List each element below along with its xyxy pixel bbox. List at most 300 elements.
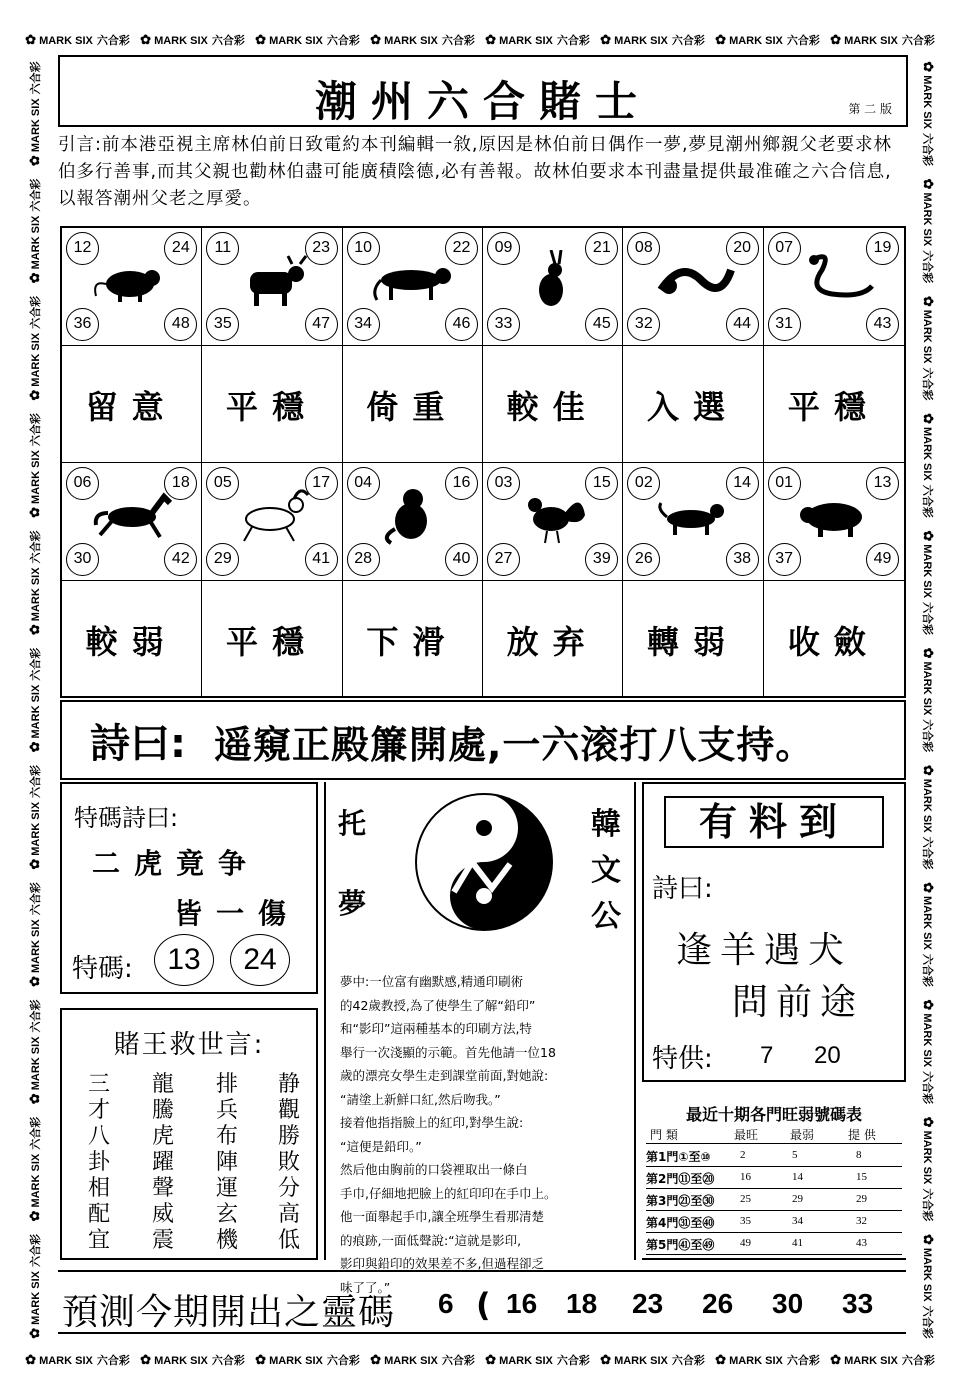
special-code-label: 特碼: <box>72 954 133 984</box>
tiger-icon <box>371 250 455 310</box>
story-line: 的痕跡,一面低聲說:“這就是影印, <box>340 1232 522 1248</box>
story-line: 手巾,仔細地把臉上的紅印印在手巾上。 <box>340 1185 557 1201</box>
gambling-king-box <box>60 1008 318 1260</box>
zodiac-number: 37 <box>768 543 801 576</box>
stats-table-row <box>646 1212 902 1232</box>
brand-cn: 六合彩 <box>921 1305 933 1339</box>
zodiac-number: 40 <box>445 543 478 576</box>
zodiac-number: 41 <box>305 543 338 576</box>
gambling-king-title: 賭王救世言: <box>113 1030 265 1060</box>
table-rule <box>646 1210 902 1211</box>
stats-row-label: 第1門①至⑩ <box>646 1150 711 1164</box>
story-line: 和“影印”這兩種基本的印刷方法,特 <box>340 1021 532 1036</box>
zodiac-status: 平穩 <box>225 388 318 426</box>
brand-cn: 六合彩 <box>921 367 933 401</box>
mark-six-logo <box>140 32 245 48</box>
flower-icon: ✿ <box>27 155 42 167</box>
gambling-king-char: 勝 <box>277 1124 300 1149</box>
mark-six-logo <box>920 296 936 401</box>
brand-cn: 六合彩 <box>671 35 705 47</box>
brand-en: MARK SIX <box>30 215 42 270</box>
gambling-king-column <box>148 1072 178 1254</box>
flower-icon: ✿ <box>27 624 42 636</box>
brand-en: MARK SIX <box>269 1355 323 1367</box>
rooster-icon <box>511 485 595 545</box>
flower-icon: ✿ <box>921 647 936 659</box>
brand-en: MARK SIX <box>499 35 553 47</box>
zodiac-number: 32 <box>627 308 660 341</box>
zodiac-number: 49 <box>866 543 899 576</box>
brand-en: MARK SIX <box>844 1355 898 1367</box>
side-title-hanwengong: 韓文公 <box>591 807 621 934</box>
poem-label: 詩曰: <box>90 721 186 767</box>
mark-six-logo <box>370 1352 475 1368</box>
prediction-number: 30 <box>772 1288 804 1319</box>
stats-table-header: 最旺 <box>734 1128 759 1142</box>
flower-icon: ✿ <box>921 295 936 307</box>
flower-icon: ✿ <box>715 32 727 47</box>
brand-en: MARK SIX <box>39 1355 93 1367</box>
zodiac-number: 06 <box>66 467 99 500</box>
zodiac-number: 36 <box>66 308 99 341</box>
story-line: 影印與鉛印的效果差不多,但過程卻乏 <box>340 1256 544 1271</box>
brand-cn: 六合彩 <box>921 1188 933 1222</box>
zodiac-number: 24 <box>164 232 197 265</box>
flower-icon: ✿ <box>921 178 936 190</box>
zodiac-grid <box>60 226 906 698</box>
stats-cell: 32 <box>856 1215 867 1227</box>
gambling-king-char: 兵 <box>215 1098 238 1123</box>
flower-icon: ✿ <box>27 858 42 870</box>
brand-cn: 六合彩 <box>921 953 933 987</box>
stats-cell: 14 <box>792 1171 803 1183</box>
dream-story-box <box>324 782 636 1295</box>
brand-cn: 六合彩 <box>30 882 42 916</box>
brand-en: MARK SIX <box>921 661 933 716</box>
brand-cn: 六合彩 <box>30 764 42 798</box>
stats-table-header: 提 供 <box>848 1128 876 1142</box>
brand-en: MARK SIX <box>269 35 323 47</box>
mark-six-logo <box>920 413 936 518</box>
gambling-king-char: 玄 <box>215 1202 238 1227</box>
flower-icon: ✿ <box>370 1352 382 1367</box>
flower-icon: ✿ <box>255 1352 267 1367</box>
zodiac-number: 09 <box>487 232 520 265</box>
brand-en: MARK SIX <box>30 1036 42 1091</box>
stats-cell: 25 <box>740 1193 751 1205</box>
zodiac-number: 27 <box>487 543 520 576</box>
zodiac-status-cell <box>483 581 623 698</box>
brand-cn: 六合彩 <box>30 413 42 447</box>
gambling-king-char: 機 <box>215 1228 238 1253</box>
zodiac-status-cell <box>343 346 483 463</box>
dragon-icon <box>651 250 735 310</box>
brand-cn: 六合彩 <box>441 1355 475 1367</box>
mark-six-logo <box>27 179 43 284</box>
coming-poem-line1: 逢羊遇犬 <box>676 930 853 971</box>
story-line: 舉行一次淺顯的示範。首先他請一位18 <box>340 1044 556 1060</box>
gambling-king-char: 静 <box>277 1072 300 1097</box>
zodiac-number: 46 <box>445 308 478 341</box>
gambling-king-char: 卦 <box>87 1150 110 1175</box>
zodiac-number: 03 <box>487 467 520 500</box>
zodiac-animal-cell <box>483 463 623 581</box>
zodiac-status-cell <box>483 346 623 463</box>
brand-en: MARK SIX <box>921 544 933 599</box>
side-char-meng: 夢 <box>338 887 367 920</box>
gambling-king-char: 陣 <box>215 1150 238 1175</box>
mark-six-logo <box>830 32 935 48</box>
zodiac-animal-cell <box>483 228 623 346</box>
prediction-bar <box>58 1270 906 1334</box>
stats-row-label: 第5門㊶至㊾ <box>646 1238 715 1252</box>
brand-en: MARK SIX <box>921 778 933 833</box>
brand-en: MARK SIX <box>921 309 933 364</box>
gambling-king-char: 低 <box>277 1228 300 1253</box>
story-line: 接着他指指臉上的紅印,對學生說: <box>340 1115 524 1130</box>
prediction-number: 26 <box>702 1288 734 1319</box>
table-rule <box>646 1166 902 1167</box>
brand-en: MARK SIX <box>384 1355 438 1367</box>
zodiac-number: 04 <box>347 467 380 500</box>
brand-cn: 六合彩 <box>921 132 933 166</box>
flower-icon: ✿ <box>25 1352 37 1367</box>
story-line: 然后他由胸前的口袋裡取出一條白 <box>340 1162 528 1177</box>
brand-cn: 六合彩 <box>921 1071 933 1105</box>
mark-six-logo <box>920 765 936 870</box>
stats-table-row <box>646 1168 902 1188</box>
zodiac-number: 35 <box>206 308 239 341</box>
bottom-border-strip <box>20 1345 940 1375</box>
mark-six-logo <box>255 1352 360 1368</box>
zodiac-status-cell <box>343 581 483 698</box>
flower-icon: ✿ <box>830 1352 842 1367</box>
zodiac-status-cell <box>764 346 904 463</box>
stats-table-row <box>646 1146 902 1166</box>
coming-poem-line2: 問前途 <box>732 982 865 1023</box>
story-line: 他一面舉起手巾,讓全班學生看那清楚 <box>340 1209 544 1224</box>
gambling-king-char: 震 <box>151 1228 174 1253</box>
stats-cell: 34 <box>792 1215 803 1227</box>
mark-six-logo <box>27 648 43 753</box>
flower-icon: ✿ <box>27 1093 42 1105</box>
zodiac-number: 28 <box>347 543 380 576</box>
brand-en: MARK SIX <box>921 426 933 481</box>
prediction-number: 6 <box>438 1288 454 1319</box>
poem-banner <box>60 700 906 780</box>
zodiac-number: 07 <box>768 232 801 265</box>
gambling-king-char: 運 <box>215 1176 238 1201</box>
mark-six-logo <box>920 648 936 753</box>
zodiac-number: 13 <box>866 467 899 500</box>
zodiac-number: 38 <box>726 543 759 576</box>
left-border-strip <box>22 55 48 1345</box>
brand-cn: 六合彩 <box>556 1355 590 1367</box>
zodiac-number: 45 <box>585 308 618 341</box>
zodiac-status-cell <box>202 581 342 698</box>
zodiac-number: 44 <box>726 308 759 341</box>
brand-cn: 六合彩 <box>921 602 933 636</box>
zodiac-number: 05 <box>206 467 239 500</box>
mark-six-logo <box>25 1352 130 1368</box>
brand-cn: 六合彩 <box>211 35 245 47</box>
zodiac-number: 17 <box>305 467 338 500</box>
ox-icon <box>230 250 314 310</box>
zodiac-status: 倚重 <box>366 388 459 426</box>
stats-table <box>642 1096 906 1260</box>
gambling-king-char: 躍 <box>151 1150 174 1175</box>
story-line: 夢中:一位富有幽默感,精通印刷術 <box>340 974 524 989</box>
zodiac-animal-cell <box>62 463 202 581</box>
monkey-icon <box>371 485 455 545</box>
stats-cell: 43 <box>856 1237 867 1249</box>
stats-table-row <box>646 1234 902 1254</box>
zodiac-status-cell <box>623 346 763 463</box>
mark-six-logo <box>27 882 43 987</box>
zodiac-animal-cell <box>764 463 904 581</box>
zodiac-number: 26 <box>627 543 660 576</box>
gambling-king-char: 敗 <box>277 1150 300 1175</box>
brand-cn: 六合彩 <box>96 1355 130 1367</box>
flower-icon: ✿ <box>25 32 37 47</box>
mark-six-logo <box>920 999 936 1104</box>
brand-en: MARK SIX <box>921 896 933 950</box>
prediction-number: 33 <box>842 1288 874 1319</box>
zodiac-status-cell <box>62 346 202 463</box>
brand-en: MARK SIX <box>921 1130 933 1185</box>
brand-en: MARK SIX <box>499 1355 553 1367</box>
zodiac-number: 16 <box>445 467 478 500</box>
table-rule <box>646 1254 902 1255</box>
table-rule <box>646 1232 902 1233</box>
coming-spec-label: 特供: <box>652 1044 713 1074</box>
flower-icon: ✿ <box>27 506 42 518</box>
brand-cn: 六合彩 <box>30 999 42 1033</box>
stats-cell: 5 <box>792 1149 798 1161</box>
dream-story-text <box>340 970 626 1299</box>
horse-icon <box>90 485 174 545</box>
brand-en: MARK SIX <box>154 35 208 47</box>
brand-cn: 六合彩 <box>441 35 475 47</box>
gambling-king-char: 布 <box>215 1124 238 1149</box>
zodiac-number: 48 <box>164 308 197 341</box>
flower-icon: ✿ <box>921 1233 936 1245</box>
brand-en: MARK SIX <box>30 98 42 153</box>
zodiac-number: 01 <box>768 467 801 500</box>
gambling-king-char: 觀 <box>277 1098 300 1123</box>
zodiac-animal-cell <box>202 228 342 346</box>
zodiac-status: 收斂 <box>787 623 880 661</box>
side-char-tuo: 托 <box>338 807 367 840</box>
story-line: “請塗上新鮮口紅,然后吻我。” <box>340 1091 501 1107</box>
stats-row-label: 第4門㉛至㊵ <box>646 1216 715 1230</box>
mark-six-logo <box>830 1352 935 1368</box>
coming-box <box>642 782 906 1082</box>
zodiac-number: 12 <box>66 232 99 265</box>
flower-icon: ✿ <box>600 32 612 47</box>
zodiac-number: 14 <box>726 467 759 500</box>
prediction-number: 18 <box>566 1288 598 1319</box>
mark-six-logo <box>27 61 43 166</box>
gambling-king-char: 分 <box>277 1176 300 1201</box>
prediction-number: 16 <box>506 1288 538 1319</box>
brand-en: MARK SIX <box>30 1271 42 1325</box>
flower-icon: ✿ <box>27 976 42 987</box>
mark-six-logo <box>27 296 43 401</box>
stats-cell: 41 <box>792 1237 803 1249</box>
brand-cn: 六合彩 <box>921 836 933 870</box>
flower-icon: ✿ <box>830 32 842 47</box>
brand-en: MARK SIX <box>39 35 93 47</box>
brand-en: MARK SIX <box>921 192 933 247</box>
zodiac-status: 放弃 <box>506 623 599 661</box>
snake-icon <box>792 250 876 310</box>
mark-six-logo <box>27 413 43 518</box>
brand-en: MARK SIX <box>614 1355 668 1367</box>
mark-six-logo <box>27 1000 43 1105</box>
mark-six-logo <box>920 179 936 284</box>
zodiac-number: 47 <box>305 308 338 341</box>
brand-cn: 六合彩 <box>30 647 42 681</box>
mark-six-logo <box>715 1352 820 1368</box>
brand-en: MARK SIX <box>154 1355 208 1367</box>
zodiac-animal-cell <box>623 228 763 346</box>
mark-six-logo <box>715 32 820 48</box>
brand-cn: 六合彩 <box>30 1234 42 1268</box>
zodiac-status-cell <box>202 346 342 463</box>
flower-icon: ✿ <box>27 272 42 284</box>
zodiac-number: 20 <box>726 232 759 265</box>
brand-cn: 六合彩 <box>211 1355 245 1367</box>
rabbit-icon <box>511 250 595 310</box>
gambling-king-char: 龍 <box>151 1072 174 1097</box>
zodiac-number: 11 <box>206 232 239 265</box>
prediction-number: 23 <box>632 1288 664 1319</box>
flower-icon: ✿ <box>27 389 42 401</box>
brand-cn: 六合彩 <box>901 1355 935 1367</box>
zodiac-animal-cell <box>764 228 904 346</box>
special-poem-label: 特碼詩曰: <box>74 804 179 832</box>
flower-icon: ✿ <box>27 1210 42 1222</box>
brand-cn: 六合彩 <box>326 1355 360 1367</box>
zodiac-number: 34 <box>347 308 380 341</box>
dog-icon <box>651 485 735 545</box>
gambling-king-char: 排 <box>215 1072 238 1097</box>
masthead <box>58 55 908 127</box>
mark-six-logo <box>485 1352 590 1368</box>
gambling-king-column <box>274 1072 304 1254</box>
mark-six-logo <box>920 1234 936 1339</box>
special-code-number: 24 <box>230 934 290 986</box>
zodiac-status: 較弱 <box>85 623 178 661</box>
flower-icon: ✿ <box>921 61 936 73</box>
mark-six-logo <box>27 1234 43 1339</box>
story-line: 的42歲教授,為了使學生了解“鉛印” <box>340 997 536 1013</box>
special-poem-line2: 皆一傷 <box>174 897 301 930</box>
stats-table-header: 門 類 <box>650 1128 678 1142</box>
zodiac-number: 30 <box>66 543 99 576</box>
zodiac-number: 08 <box>627 232 660 265</box>
brand-cn: 六合彩 <box>921 484 933 518</box>
stats-table-row <box>646 1190 902 1210</box>
right-border-strip <box>915 55 941 1345</box>
flower-icon: ✿ <box>370 32 382 47</box>
zodiac-status: 入選 <box>646 388 739 426</box>
zodiac-number: 18 <box>164 467 197 500</box>
flower-icon: ✿ <box>921 530 936 542</box>
mark-six-logo <box>920 530 936 635</box>
gambling-king-char: 才 <box>87 1098 110 1123</box>
gambling-king-char: 虎 <box>151 1124 174 1149</box>
brand-cn: 六合彩 <box>786 1355 820 1367</box>
brand-cn: 六合彩 <box>30 178 42 212</box>
intro-paragraph: 引言:前本港亞視主席林伯前日致電約本刊編輯一敘,原因是林伯前日偶作一夢,夢見潮州鄉親父老要求林伯多行善事,而其父親也勸林伯盡可能廣積陰德,必有善報。故林伯要求本刊盡量提供最准確之六合信息,以報答潮州父老之厚愛。 <box>58 135 893 209</box>
mark-six-logo <box>600 1352 705 1368</box>
brand-cn: 六合彩 <box>786 35 820 47</box>
mark-six-logo <box>25 32 130 48</box>
gambling-king-char: 高 <box>277 1202 300 1227</box>
gambling-king-char: 聲 <box>151 1176 174 1201</box>
flower-icon: ✿ <box>27 1327 42 1339</box>
story-line: “這便是鉛印。” <box>340 1138 422 1154</box>
zodiac-number: 19 <box>866 232 899 265</box>
top-border-strip <box>20 25 940 55</box>
zodiac-number: 15 <box>585 467 618 500</box>
flower-icon: ✿ <box>921 882 936 894</box>
stats-table-header: 最弱 <box>790 1128 815 1142</box>
brand-en: MARK SIX <box>921 75 933 129</box>
zodiac-animal-cell <box>62 228 202 346</box>
poem-text: 遥窺正殿簾開處,一六滚打八支持。 <box>214 723 815 767</box>
flower-icon: ✿ <box>140 32 152 47</box>
zodiac-animal-cell <box>343 463 483 581</box>
zodiac-status: 平穩 <box>225 623 318 661</box>
mark-six-logo <box>27 1117 43 1222</box>
rat-icon <box>90 250 174 310</box>
goat-icon <box>230 485 314 545</box>
brand-cn: 六合彩 <box>30 61 42 95</box>
stats-cell: 8 <box>856 1149 862 1161</box>
special-code-number: 13 <box>154 934 214 986</box>
zodiac-status: 下滑 <box>366 623 459 661</box>
prediction-label: 預測今期開出之靈碼 <box>62 1292 396 1333</box>
mark-six-logo <box>920 1117 936 1222</box>
gambling-king-char: 三 <box>87 1072 110 1097</box>
zodiac-number: 31 <box>768 308 801 341</box>
brand-en: MARK SIX <box>614 35 668 47</box>
brand-cn: 六合彩 <box>30 530 42 564</box>
brand-en: MARK SIX <box>844 35 898 47</box>
stats-row-label: 第3門㉑至㉚ <box>646 1194 715 1208</box>
brand-en: MARK SIX <box>30 450 42 504</box>
edition-label: 第 二 版 <box>848 102 892 116</box>
gambling-king-char: 威 <box>151 1202 174 1227</box>
stats-cell: 29 <box>856 1193 867 1205</box>
zodiac-number: 29 <box>206 543 239 576</box>
brand-cn: 六合彩 <box>556 35 590 47</box>
zodiac-status-cell <box>623 581 763 698</box>
gambling-king-column <box>212 1072 242 1254</box>
brand-en: MARK SIX <box>921 1247 933 1302</box>
table-rule <box>646 1188 902 1189</box>
brand-en: MARK SIX <box>384 35 438 47</box>
coming-poem-label: 詩曰: <box>652 874 713 904</box>
coming-spec-number: 20 <box>814 1042 841 1069</box>
flower-icon: ✿ <box>921 413 936 424</box>
zodiac-number: 33 <box>487 308 520 341</box>
flower-icon: ✿ <box>921 1116 936 1128</box>
zodiac-number: 02 <box>627 467 660 500</box>
